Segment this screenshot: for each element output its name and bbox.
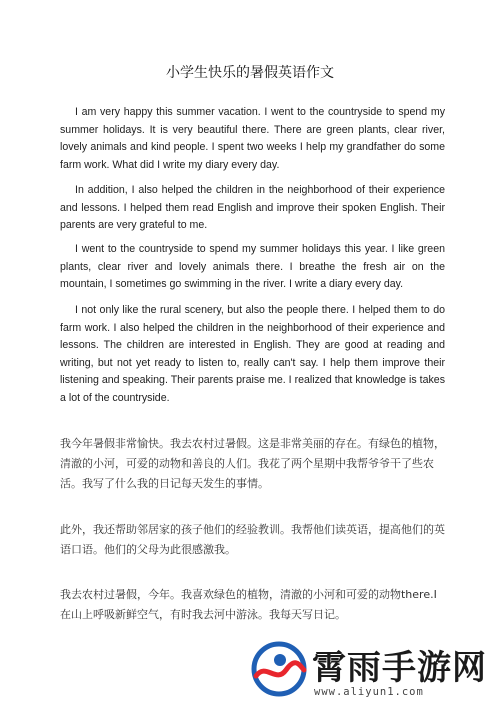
english-paragraph-4: I not only like the rural scenery, but also the people there. I helped them to do farm work. I also helped the children in the neighborhood of their experience and lessons. The children are interested in English. They are good at reading and writing, but not yet ready to listen to, really can't say. I help them improve their listening and speaking. Their parents praise me. I realized that knowledge is takes a lot of the countryside.	[60, 304, 445, 404]
wave-circle-logo-icon	[250, 640, 308, 698]
site-watermark	[250, 640, 495, 702]
document-title: 小学生快乐的暑假英语作文	[166, 65, 334, 81]
english-paragraph-2: In addition, I also helped the children in the neighborhood of their experience and lessons. I helped them read English and improve their spoken English. Their parents are very grateful to me.	[60, 184, 445, 232]
english-paragraph-3: I went to the countryside to spend my summer holidays this year. I like green plants, clear river and lovely animals there. I breathe the fresh air on the mountain, I sometimes go swimming in the river. I write a diary every day.	[60, 243, 445, 291]
watermark-brand: 霄雨手游网	[312, 648, 487, 688]
chinese-paragraph-3: 我去农村过暑假，今年。我喜欢绿色的植物，清澈的小河和可爱的动物there.I在山上呼吸新鲜空气，有时我去河中游泳。我每天写日记。	[60, 588, 437, 621]
watermark-url: www.aliyun1.com	[314, 686, 424, 698]
chinese-paragraph-2: 此外，我还帮助邻居家的孩子他们的经验教训。我帮他们读英语，提高他们的英语口语。他们的父母为此很感激我。	[60, 523, 445, 556]
chinese-paragraph-1: 我今年暑假非常愉快。我去农村过暑假。这是非常美丽的存在。有绿色的植物，清澈的小河，可爱的动物和善良的人们。我花了两个星期中我帮爷爷干了些农活。我写了什么我的日记每天发生的事情。	[60, 437, 445, 490]
english-paragraph-1: I am very happy this summer vacation. I went to the countryside to spend my summer holidays. It is very beautiful there. There are green plants, clear river, lovely animals and kind people. I spent two weeks I help my grandfather do some farm work. What did I write my diary every day.	[60, 106, 445, 171]
